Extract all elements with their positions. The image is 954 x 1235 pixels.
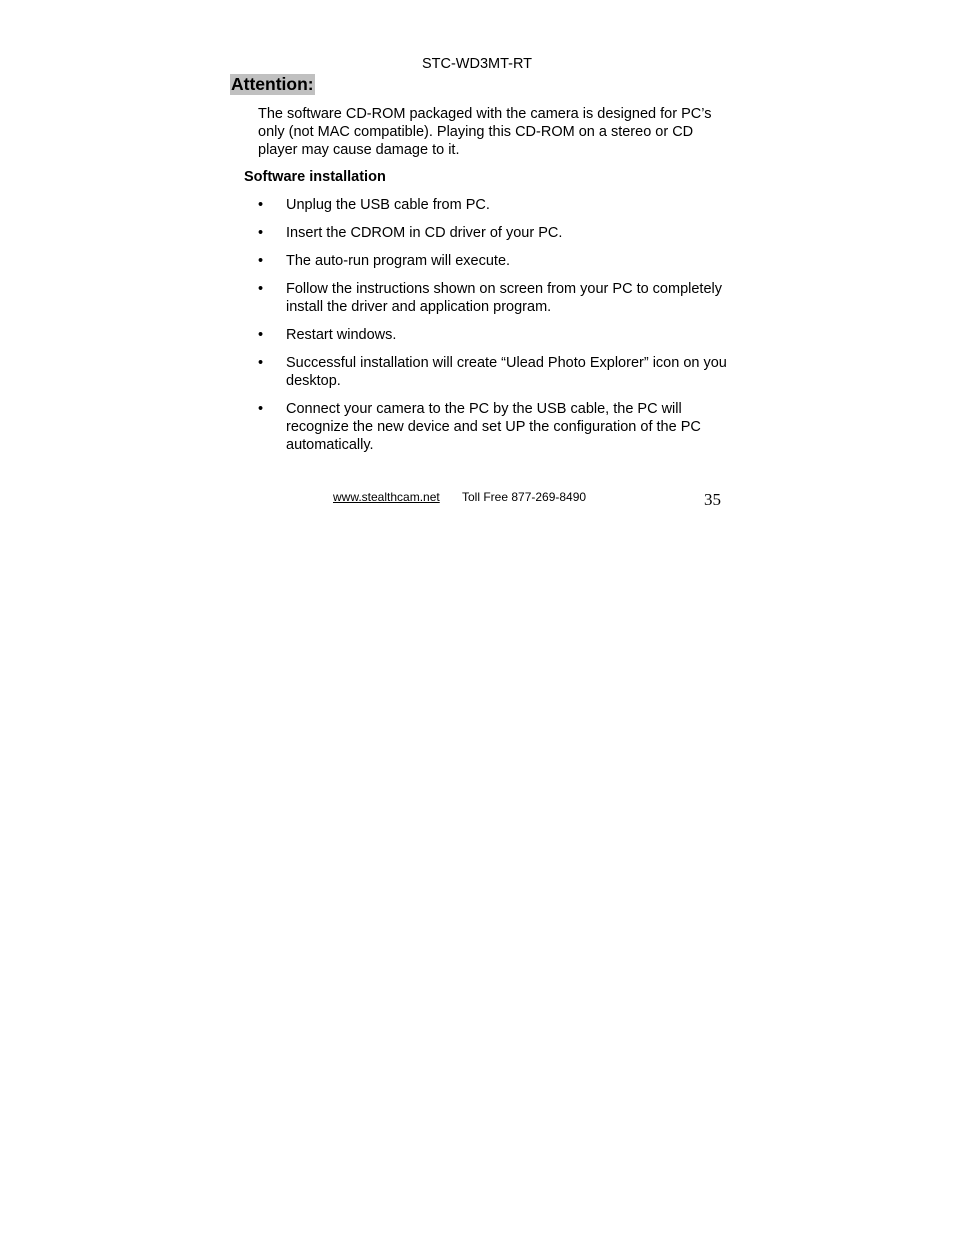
installation-step-text: Successful installation will create “Ulead Photo Explorer” icon on you desktop. [286,355,727,389]
installation-step [258,280,728,316]
installation-steps-list [258,196,728,464]
installation-step [258,354,728,390]
installation-step [258,196,728,214]
bullet-icon: • [258,401,264,417]
website-link[interactable]: www.stealthcam.net [333,490,440,504]
installation-step-text: Restart windows. [286,327,397,343]
installation-step [258,326,728,344]
model-header: STC-WD3MT-RT [421,56,533,72]
installation-step-text: Insert the CDROM in CD driver of your PC. [286,225,563,241]
installation-step-text: Unplug the USB cable from PC. [286,197,490,213]
installation-step-text: Connect your camera to the PC by the USB cable, the PC will recognize the new device and set UP the configuration of the PC automatically. [286,401,701,453]
installation-step [258,400,728,454]
installation-step-text: The auto-run program will execute. [286,253,511,269]
bullet-icon: • [258,253,264,269]
page-number: 35 [704,490,721,509]
installation-step-text: Follow the instructions shown on screen from your PC to completely install the driver and application program. [286,281,722,315]
attention-heading: Attention: [231,74,314,94]
software-installation-heading: Software installation [244,169,386,185]
installation-step [258,252,728,270]
attention-text: The software CD-ROM packaged with the camera is designed for PC’s only (not MAC compatible). Playing this CD-ROM on a stereo or CD player may cause damage to it. [258,106,712,158]
bullet-icon: • [258,327,264,343]
bullet-icon: • [258,355,264,371]
toll-free-phone: Toll Free 877-269-8490 [462,490,587,504]
bullet-icon: • [258,281,264,297]
installation-step [258,224,728,242]
bullet-icon: • [258,197,264,213]
bullet-icon: • [258,225,264,241]
